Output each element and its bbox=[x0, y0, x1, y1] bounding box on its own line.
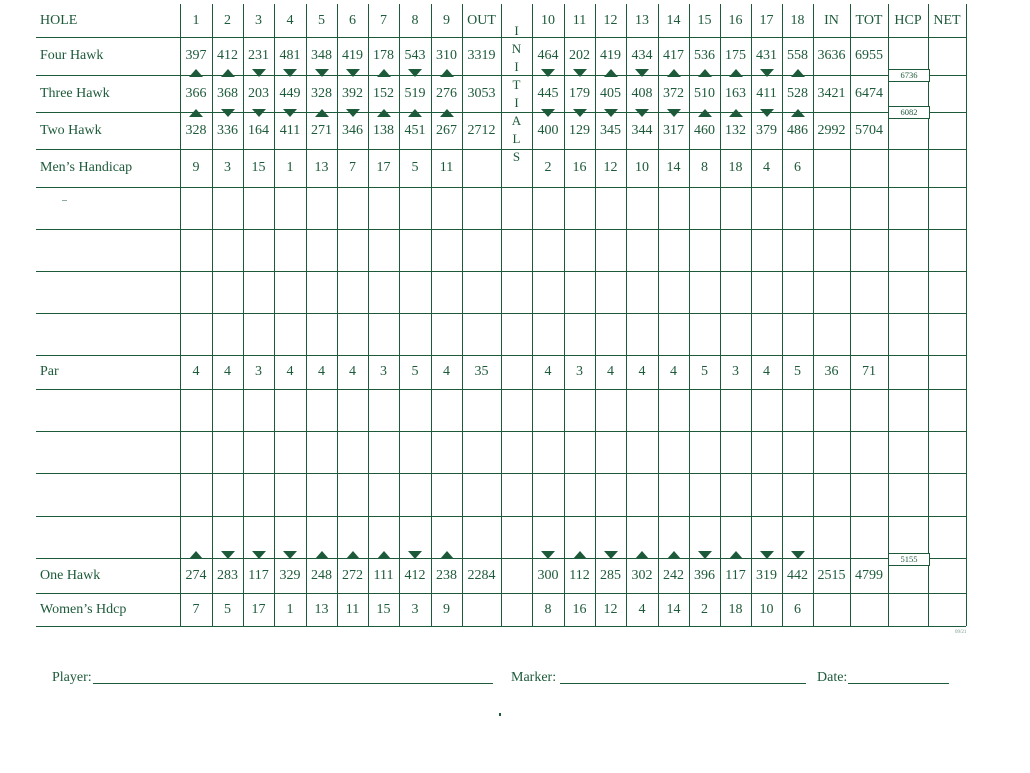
triangle-up-icon bbox=[729, 69, 743, 77]
triangle-up-icon bbox=[729, 551, 743, 559]
score-cell: 15 bbox=[376, 601, 391, 617]
row-label: One Hawk bbox=[40, 567, 101, 583]
score-cell: 267 bbox=[436, 122, 457, 138]
triangle-down-icon bbox=[760, 69, 774, 77]
score-cell: 460 bbox=[694, 122, 715, 138]
triangle-down-icon bbox=[252, 109, 266, 117]
score-cell: 71 bbox=[862, 364, 876, 379]
score-cell: 2 bbox=[701, 601, 708, 617]
triangle-down-icon bbox=[283, 109, 297, 117]
triangle-down-icon bbox=[221, 551, 235, 559]
score-cell: 10 bbox=[635, 160, 649, 175]
score-cell: 2992 bbox=[817, 122, 846, 138]
hole-header-5: 5 bbox=[318, 12, 325, 28]
score-cell: 2712 bbox=[467, 122, 496, 138]
triangle-up-icon bbox=[635, 551, 649, 559]
score-cell: 348 bbox=[311, 48, 332, 63]
score-cell: 400 bbox=[537, 122, 559, 138]
triangle-up-icon bbox=[698, 69, 712, 77]
score-cell: 5 bbox=[224, 601, 231, 617]
score-cell: 5 bbox=[411, 364, 419, 379]
hole-header-12: 12 bbox=[603, 12, 618, 28]
score-cell: 14 bbox=[666, 160, 681, 175]
initials-letter: L bbox=[512, 131, 521, 146]
hole-header-8: 8 bbox=[411, 12, 419, 28]
triangle-up-icon bbox=[440, 69, 454, 77]
triangle-up-icon bbox=[377, 69, 391, 77]
marker-signature-line[interactable] bbox=[560, 683, 806, 684]
triangle-up-icon bbox=[221, 69, 235, 77]
score-cell: 4 bbox=[638, 364, 646, 379]
initials-column bbox=[501, 22, 532, 166]
print-speck bbox=[499, 713, 501, 716]
score-cell: 442 bbox=[787, 567, 808, 583]
hole-header-hcp: HCP bbox=[894, 12, 922, 28]
score-cell: 481 bbox=[279, 48, 301, 63]
score-cell: 4 bbox=[607, 364, 614, 379]
slope-box-three-hawk: 6082 bbox=[888, 106, 930, 119]
score-cell: 451 bbox=[404, 122, 426, 138]
score-cell: 3421 bbox=[817, 85, 846, 101]
hole-header-15: 15 bbox=[697, 12, 712, 28]
score-cell: 18 bbox=[728, 601, 743, 617]
score-cell: 6 bbox=[794, 601, 801, 617]
score-cell: 132 bbox=[725, 122, 746, 138]
triangle-down-icon bbox=[346, 69, 360, 77]
hole-header-18: 18 bbox=[790, 12, 805, 28]
triangle-up-icon bbox=[573, 551, 587, 559]
score-cell: 4 bbox=[670, 364, 677, 379]
score-cell: 379 bbox=[756, 122, 777, 138]
triangle-down-icon bbox=[573, 69, 587, 77]
triangle-up-icon bbox=[729, 109, 743, 117]
triangle-down-icon bbox=[252, 551, 266, 559]
score-cell: 3 bbox=[380, 364, 387, 379]
triangle-up-icon bbox=[604, 69, 618, 77]
hole-header-16: 16 bbox=[728, 12, 743, 28]
score-cell: 276 bbox=[436, 85, 457, 101]
score-cell: 242 bbox=[663, 567, 684, 583]
initials-letter: S bbox=[512, 149, 521, 164]
score-cell: 9 bbox=[192, 160, 200, 175]
hole-header-4: 4 bbox=[286, 12, 294, 28]
score-cell: 2284 bbox=[467, 567, 496, 583]
triangle-up-icon bbox=[377, 109, 391, 117]
score-cell: 12 bbox=[603, 601, 618, 617]
hole-header-in: IN bbox=[824, 12, 839, 28]
score-cell: 272 bbox=[342, 567, 363, 583]
row-label: Four Hawk bbox=[40, 48, 104, 63]
score-cell: 3 bbox=[411, 601, 419, 617]
score-cell: 4 bbox=[192, 364, 200, 379]
score-cell: 4 bbox=[224, 364, 231, 379]
score-cell: 344 bbox=[631, 122, 653, 138]
score-cell: 111 bbox=[373, 567, 394, 583]
score-cell: 179 bbox=[569, 85, 590, 101]
initials-letter: I bbox=[514, 59, 519, 74]
score-cell: 486 bbox=[787, 122, 808, 138]
slope-box-one-hawk: 5155 bbox=[888, 553, 930, 566]
initials-letter: I bbox=[514, 95, 519, 110]
score-cell: 319 bbox=[756, 567, 777, 583]
triangle-up-icon bbox=[315, 551, 329, 559]
score-cell: 302 bbox=[631, 567, 653, 583]
score-cell: 112 bbox=[569, 567, 590, 583]
triangle-up-icon bbox=[315, 109, 329, 117]
score-cell: 117 bbox=[248, 567, 269, 583]
score-cell: 4799 bbox=[855, 567, 883, 583]
card-code: 09/21 bbox=[955, 630, 967, 635]
score-cell: 510 bbox=[694, 85, 715, 101]
score-cell: 396 bbox=[694, 567, 715, 583]
score-cell: 328 bbox=[311, 85, 332, 101]
row-label: Women’s Hdcp bbox=[40, 601, 127, 617]
triangle-up-icon bbox=[698, 109, 712, 117]
score-cell: 464 bbox=[537, 48, 559, 63]
score-cell: 336 bbox=[217, 122, 238, 138]
score-cell: 431 bbox=[756, 48, 777, 63]
score-cell: 3 bbox=[224, 160, 231, 175]
score-cell: 283 bbox=[217, 567, 238, 583]
initials-letter: A bbox=[511, 113, 522, 128]
score-cell: 16 bbox=[572, 601, 587, 617]
triangle-down-icon bbox=[283, 69, 297, 77]
score-cell: 328 bbox=[185, 122, 207, 138]
score-cell: 345 bbox=[600, 122, 621, 138]
score-cell: 4 bbox=[318, 364, 325, 379]
triangle-up-icon bbox=[667, 551, 681, 559]
triangle-down-icon bbox=[635, 69, 649, 77]
score-cell: 329 bbox=[279, 567, 301, 583]
grid-column-line bbox=[928, 4, 929, 626]
slope-box-four-hawk: 6736 bbox=[888, 69, 930, 82]
score-cell: 372 bbox=[663, 85, 684, 101]
triangle-down-icon bbox=[541, 69, 555, 77]
score-cell: 231 bbox=[248, 48, 269, 63]
score-cell: 519 bbox=[404, 85, 426, 101]
triangle-down-icon bbox=[221, 109, 235, 117]
grid-column-line bbox=[966, 4, 967, 626]
triangle-up-icon bbox=[667, 69, 681, 77]
score-cell: 8 bbox=[701, 160, 708, 175]
hole-header-1: 1 bbox=[192, 12, 200, 28]
triangle-up-icon bbox=[440, 109, 454, 117]
score-cell: 417 bbox=[663, 48, 684, 63]
score-cell: 13 bbox=[314, 160, 329, 175]
triangle-up-icon bbox=[189, 109, 203, 117]
score-cell: 274 bbox=[185, 567, 207, 583]
hole-header-out: OUT bbox=[467, 12, 496, 28]
score-cell: 175 bbox=[725, 48, 746, 63]
score-cell: 36 bbox=[824, 364, 839, 379]
hole-header-2: 2 bbox=[224, 12, 231, 28]
hole-header-17: 17 bbox=[759, 12, 774, 28]
date-line[interactable] bbox=[848, 683, 949, 684]
marker-label: Marker: bbox=[511, 670, 557, 685]
score-cell: 16 bbox=[572, 160, 587, 175]
hole-header-11: 11 bbox=[572, 12, 587, 28]
print-speck bbox=[62, 200, 67, 201]
score-cell: 408 bbox=[631, 85, 653, 101]
grid-column-line bbox=[888, 4, 889, 626]
score-cell: 397 bbox=[185, 48, 207, 63]
hole-header-9: 9 bbox=[443, 12, 450, 28]
score-cell: 4 bbox=[763, 364, 770, 379]
score-cell: 11 bbox=[439, 160, 454, 175]
date-label: Date: bbox=[817, 670, 848, 685]
score-cell: 117 bbox=[725, 567, 746, 583]
row-label: Par bbox=[40, 364, 59, 379]
triangle-up-icon bbox=[189, 69, 203, 77]
score-cell: 528 bbox=[787, 85, 808, 101]
triangle-down-icon bbox=[760, 551, 774, 559]
score-cell: 14 bbox=[666, 601, 681, 617]
score-cell: 178 bbox=[373, 48, 394, 63]
hole-header-6: 6 bbox=[349, 12, 356, 28]
triangle-up-icon bbox=[791, 109, 805, 117]
triangle-down-icon bbox=[667, 109, 681, 117]
score-cell: 4 bbox=[349, 364, 356, 379]
score-cell: 412 bbox=[217, 48, 238, 63]
score-cell: 238 bbox=[436, 567, 457, 583]
score-cell: 18 bbox=[728, 160, 743, 175]
score-cell: 300 bbox=[537, 567, 559, 583]
initials-letter: I bbox=[514, 23, 519, 38]
hole-header-10: 10 bbox=[541, 12, 555, 28]
score-cell: 411 bbox=[279, 122, 301, 138]
score-cell: 152 bbox=[373, 85, 394, 101]
score-cell: 7 bbox=[192, 601, 200, 617]
score-cell: 419 bbox=[600, 48, 621, 63]
triangle-down-icon bbox=[408, 69, 422, 77]
triangle-up-icon bbox=[346, 551, 360, 559]
triangle-down-icon bbox=[604, 551, 618, 559]
row-label: Men’s Handicap bbox=[40, 160, 133, 175]
score-cell: 6474 bbox=[855, 85, 883, 101]
score-cell: 536 bbox=[694, 48, 715, 63]
row-label: Two Hawk bbox=[40, 122, 102, 138]
score-cell: 17 bbox=[251, 601, 266, 617]
score-cell: 3319 bbox=[467, 48, 496, 63]
triangle-down-icon bbox=[604, 109, 618, 117]
score-cell: 6955 bbox=[855, 48, 883, 63]
hole-header-7: 7 bbox=[380, 12, 387, 28]
score-cell: 4 bbox=[763, 160, 770, 175]
score-cell: 271 bbox=[311, 122, 332, 138]
score-cell: 203 bbox=[248, 85, 269, 101]
score-cell: 543 bbox=[404, 48, 426, 63]
triangle-down-icon bbox=[315, 69, 329, 77]
score-cell: 3636 bbox=[817, 48, 846, 63]
score-cell: 2 bbox=[544, 160, 552, 175]
triangle-down-icon bbox=[283, 551, 297, 559]
score-cell: 8 bbox=[544, 601, 552, 617]
triangle-up-icon bbox=[189, 551, 203, 559]
hole-header-13: 13 bbox=[635, 12, 649, 28]
triangle-up-icon bbox=[791, 69, 805, 77]
score-cell: 5704 bbox=[855, 122, 883, 138]
score-cell: 310 bbox=[436, 48, 457, 63]
score-cell: 5 bbox=[411, 160, 419, 175]
score-cell: 163 bbox=[725, 85, 746, 101]
score-cell: 419 bbox=[342, 48, 363, 63]
score-cell: 285 bbox=[600, 567, 621, 583]
score-cell: 4 bbox=[544, 364, 552, 379]
triangle-down-icon bbox=[573, 109, 587, 117]
score-cell: 13 bbox=[314, 601, 329, 617]
score-cell: 434 bbox=[631, 48, 653, 63]
score-cell: 317 bbox=[663, 122, 684, 138]
row-label: Three Hawk bbox=[40, 85, 110, 101]
score-cell: 3 bbox=[255, 364, 262, 379]
score-cell: 4 bbox=[638, 601, 646, 617]
score-cell: 7 bbox=[349, 160, 356, 175]
triangle-down-icon bbox=[252, 69, 266, 77]
triangle-up-icon bbox=[408, 109, 422, 117]
score-cell: 5 bbox=[794, 364, 801, 379]
score-cell: 2515 bbox=[817, 567, 846, 583]
initials-letter: N bbox=[511, 41, 522, 56]
triangle-down-icon bbox=[346, 109, 360, 117]
score-cell: 9 bbox=[443, 601, 450, 617]
grid-row-line bbox=[36, 626, 966, 627]
score-cell: 445 bbox=[537, 85, 559, 101]
score-cell: 202 bbox=[569, 48, 590, 63]
score-cell: 346 bbox=[342, 122, 363, 138]
hole-header-14: 14 bbox=[666, 12, 681, 28]
score-cell: 6 bbox=[794, 160, 801, 175]
initials-letter: T bbox=[512, 77, 521, 92]
triangle-down-icon bbox=[698, 551, 712, 559]
score-cell: 10 bbox=[759, 601, 774, 617]
score-cell: 164 bbox=[248, 122, 269, 138]
score-cell: 412 bbox=[404, 567, 426, 583]
triangle-up-icon bbox=[377, 551, 391, 559]
score-cell: 411 bbox=[756, 85, 777, 101]
score-cell: 11 bbox=[345, 601, 360, 617]
triangle-down-icon bbox=[635, 109, 649, 117]
score-cell: 138 bbox=[373, 122, 394, 138]
score-cell: 405 bbox=[600, 85, 621, 101]
triangle-down-icon bbox=[541, 109, 555, 117]
player-signature-line[interactable] bbox=[93, 683, 493, 684]
score-cell: 35 bbox=[474, 364, 489, 379]
hole-header-net: NET bbox=[933, 12, 961, 28]
score-cell: 12 bbox=[603, 160, 618, 175]
score-cell: 3053 bbox=[467, 85, 496, 101]
score-cell: 368 bbox=[217, 85, 238, 101]
score-cell: 366 bbox=[185, 85, 207, 101]
score-cell: 4 bbox=[443, 364, 450, 379]
player-label: Player: bbox=[52, 670, 92, 685]
hole-header-tot: TOT bbox=[855, 12, 883, 28]
score-cell: 17 bbox=[376, 160, 391, 175]
score-cell: 558 bbox=[787, 48, 808, 63]
triangle-down-icon bbox=[408, 551, 422, 559]
triangle-up-icon bbox=[440, 551, 454, 559]
score-cell: 1 bbox=[286, 160, 294, 175]
score-cell: 3 bbox=[576, 364, 583, 379]
score-cell: 392 bbox=[342, 85, 363, 101]
score-cell: 5 bbox=[701, 364, 708, 379]
triangle-down-icon bbox=[760, 109, 774, 117]
triangle-down-icon bbox=[541, 551, 555, 559]
triangle-down-icon bbox=[791, 551, 805, 559]
hole-header-3: 3 bbox=[255, 12, 262, 28]
score-cell: 129 bbox=[569, 122, 590, 138]
score-cell: 4 bbox=[286, 364, 294, 379]
score-cell: 3 bbox=[732, 364, 739, 379]
score-cell: 1 bbox=[286, 601, 294, 617]
score-cell: 248 bbox=[311, 567, 332, 583]
score-cell: 449 bbox=[279, 85, 301, 101]
hole-header-label: HOLE bbox=[40, 12, 78, 28]
score-cell: 15 bbox=[251, 160, 266, 175]
